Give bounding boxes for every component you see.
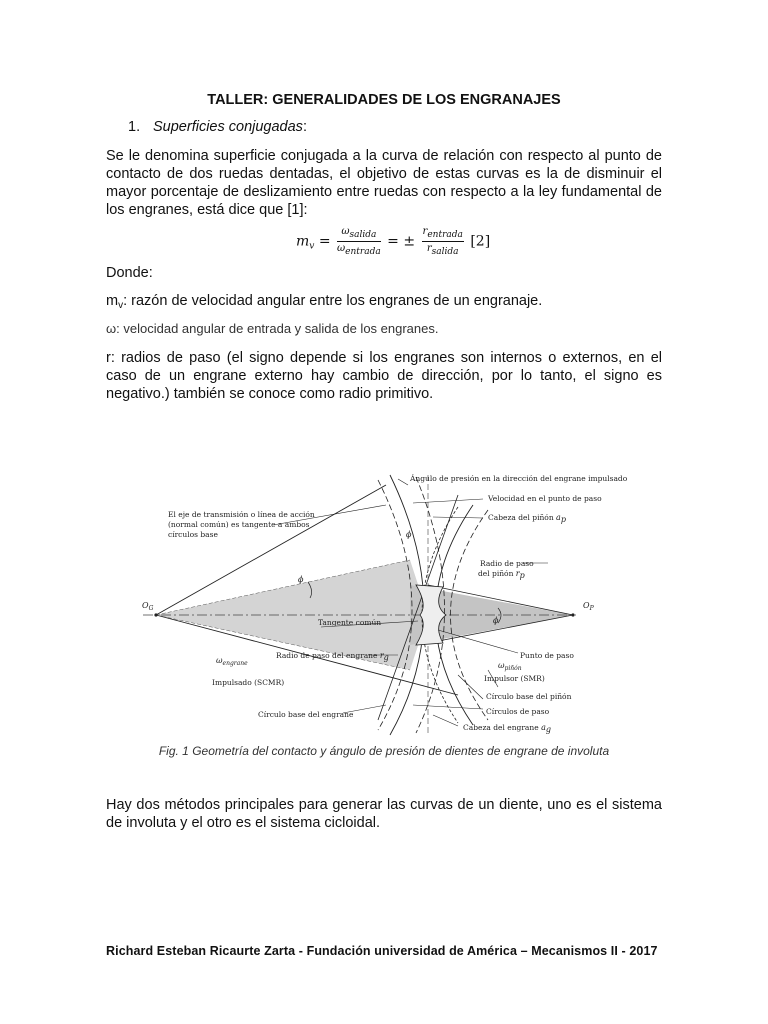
definition-omega: ω: velocidad angular de entrada y salida de los engranes. (106, 321, 439, 336)
fig-label-circulo-base-engrane: Círculo base del engrane (258, 710, 354, 719)
fig-label-eje-2: (normal común) es tangente a ambos (168, 520, 310, 529)
fig-label-eje-1: El eje de transmisión o línea de acción (168, 510, 315, 519)
fig-label-cabeza-engrane: Cabeza del engrane ag (463, 723, 551, 734)
section-heading-text: Superficies conjugadas (153, 119, 303, 135)
section-heading: 1. Superficies conjugadas: (128, 119, 307, 135)
fig-label-tangente: Tangente común (318, 618, 382, 627)
fig-label-eje-3: círculos base (168, 530, 218, 539)
formula-fraction-radius: rentrada rsalida (422, 226, 463, 257)
definition-r: r: radios de paso (el signo depende si los engranes son internos o externos, en el caso de un engrane externo hay cambio de dirección, por lo tanto, el signo es negativo.) también se conoce como radio primitivo. (106, 350, 662, 402)
formula-fraction-omega: ωsalida ωentrada (337, 226, 381, 257)
section-number: 1. (128, 119, 141, 135)
velocity-ratio-formula: $m_v$ = ωsalida ωentrada = ± rentrada rsalida [2] (296, 226, 491, 257)
page-footer: Richard Esteban Ricaurte Zarta - Fundación universidad de América – Mecanismos II - 2017 (106, 944, 658, 958)
fig-label-omega-pinon: $\omega_{piñón}$ (498, 661, 522, 672)
donde-label: Donde: (106, 265, 153, 281)
fig-label-punto-paso: Punto de paso (520, 651, 574, 660)
fig-label-impulsor: Impulsor (SMR) (484, 674, 545, 683)
document-title: TALLER: GENERALIDADES DE LOS ENGRANAJES (207, 92, 561, 108)
paragraph-conjugate-surface: Se le denomina superficie conjugada a la curva de relación con respecto al punto de contacto de dos ruedas dentadas, el objetivo de estas curvas es la de disminuir el mayor porcentaje de deslizamiento entre ruedas con respecto a la ley fundamental de los engranes, está dice que [1]: (106, 148, 662, 218)
fig-label-cabeza-pinon: Cabeza del piñón ap (488, 513, 566, 524)
formula-reference: [2] (470, 233, 491, 250)
fig-label-impulsado: Impulsado (SCMR) (212, 678, 285, 687)
fig-label-radio-engrane: Radio de paso del engrane rg (276, 651, 389, 662)
fig-label-angulo: Ángulo de presión en la dirección del engrane impulsado (410, 474, 628, 483)
fig-label-phi-right: ϕ (493, 616, 499, 625)
paragraph-methods: Hay dos métodos principales para generar las curvas de un diente, uno es el sistema de involuta y el otro es el sistema cicloidal. (106, 797, 662, 831)
fig-label-circulos-paso: Círculos de paso (486, 707, 550, 716)
fig-label-radio-pinon-1: Radio de paso (480, 559, 534, 568)
fig-label-radio-pinon-2: del piñón rp (478, 569, 525, 580)
fig-label-phi-top: ϕ (406, 530, 412, 539)
figure-caption: Fig. 1 Geometría del contacto y ángulo de presión de dientes de engrane de involuta (158, 744, 610, 758)
fig-label-omega-engrane: $\omega_{engrane}$ (216, 656, 248, 667)
fig-label-velocidad: Velocidad en el punto de paso (488, 494, 602, 503)
definition-mv: $m_v$: razón de velocidad angular entre los engranes de un engranaje. (106, 293, 543, 311)
fig-label-circulo-base-pinon: Círculo base del piñón (486, 692, 572, 701)
gear-contact-figure (128, 465, 648, 740)
fig-label-phi-left: ϕ (298, 575, 304, 584)
fig-label-og: $O_G$ (142, 601, 154, 612)
fig-label-op: $O_P$ (583, 601, 594, 612)
